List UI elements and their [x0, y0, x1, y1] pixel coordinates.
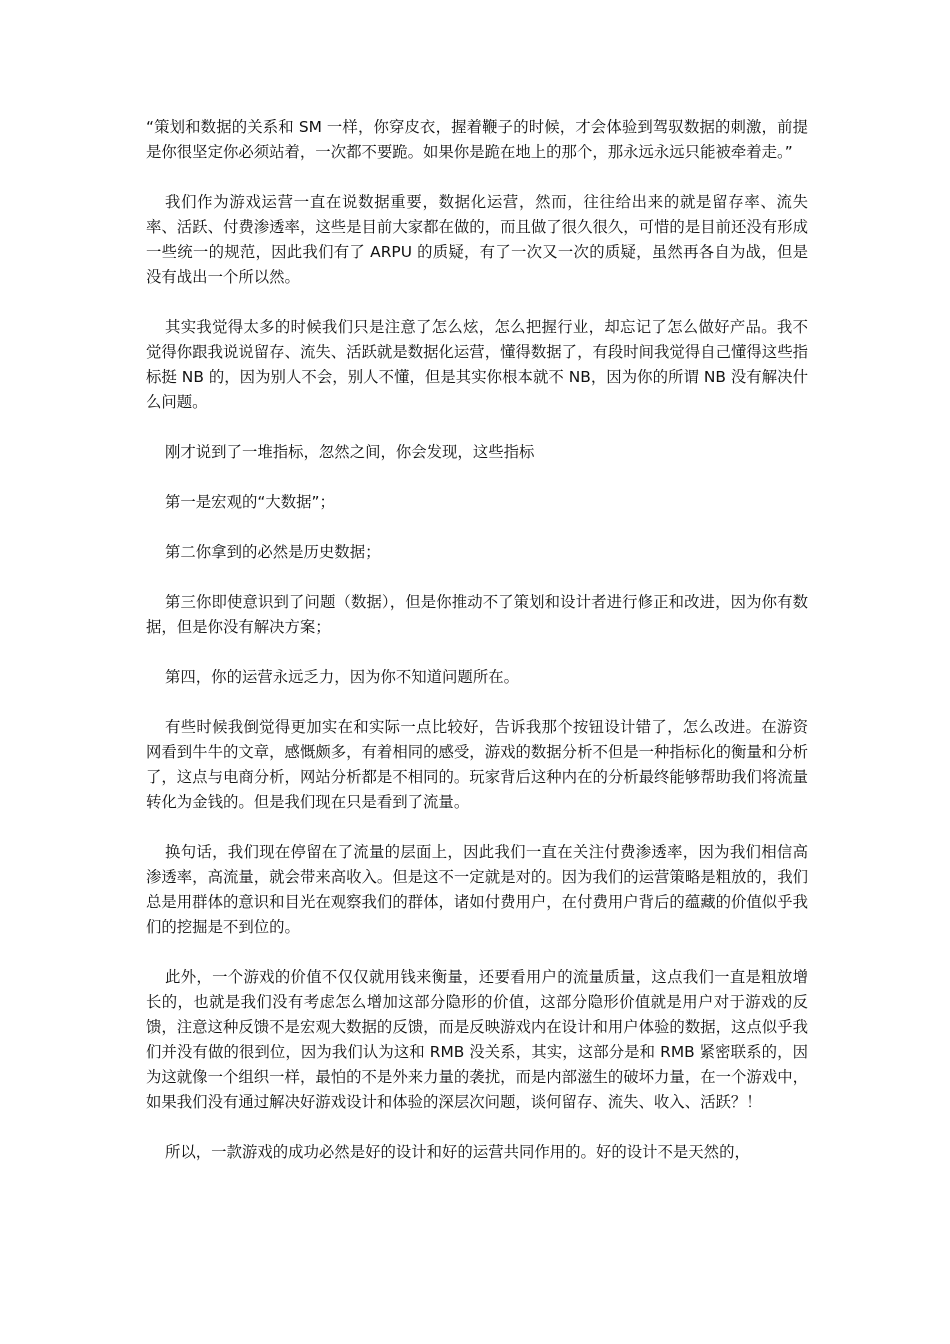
list-point-paragraph: 第四，你的运营永远乏力，因为你不知道问题所在。 — [165, 668, 519, 686]
list-point-paragraph: 第三你即使意识到了问题（数据），但是你推动不了策划和设计者进行修正和改进，因为你有数据，但是你没有解决方案； — [146, 593, 808, 636]
quote-paragraph: “策划和数据的关系和 SM 一样，你穿皮衣，握着鞭子的时候，才会体验到驾驭数据的刺激，前提是你很坚定你必须站着，一次都不要跪。如果你是跪在地上的那个，那永远永远只能被牵着走。” — [146, 118, 808, 161]
list-point-paragraph: 第一是宏观的“大数据”； — [165, 493, 335, 511]
body-paragraph: 换句话，我们现在停留在了流量的层面上，因此我们一直在关注付费渗透率，因为我们相信高渗透率，高流量，就会带来高收入。但是这不一定就是对的。因为我们的运营策略是粗放的，我们总是用群体的意识和目光在观察我们的群体，诸如付费用户，在付费用户背后的蕴藏的价值似乎我们的挖掘是不到位的。 — [146, 843, 808, 936]
body-paragraph: 有些时候我倒觉得更加实在和实际一点比较好，告诉我那个按钮设计错了，怎么改进。在游资网看到牛牛的文章，感慨颇多，有着相同的感受，游戏的数据分析不但是一种指标化的衡量和分析了，这点与电商分析，网站分析都是不相同的。玩家背后这种内在的分析最终能够帮助我们将流量转化为金钱的。但是我们现在只是看到了流量。 — [146, 718, 808, 811]
article-body — [146, 115, 808, 1165]
list-point-paragraph: 第二你拿到的必然是历史数据； — [165, 543, 381, 561]
body-paragraph: 我们作为游戏运营一直在说数据重要，数据化运营，然而，往往给出来的就是留存率、流失率、活跃、付费渗透率，这些是目前大家都在做的，而且做了很久很久，可惜的是目前还没有形成一些统一的规范，因此我们有了 ARPU 的质疑，有了一次又一次的质疑，虽然再各自为战，但是没有战出一个所以然。 — [146, 193, 808, 286]
body-paragraph: 其实我觉得太多的时候我们只是注意了怎么炫，怎么把握行业，却忘记了怎么做好产品。我不觉得你跟我说说留存、流失、活跃就是数据化运营，懂得数据了，有段时间我觉得自己懂得这些指标挺 NB 的，因为别人不会，别人不懂，但是其实你根本就不 NB，因为你的所谓 NB 没有解决什么问题。 — [146, 318, 808, 411]
body-paragraph: 刚才说到了一堆指标，忽然之间，你会发现，这些指标 — [165, 443, 535, 461]
body-paragraph: 此外，一个游戏的价值不仅仅就用钱来衡量，还要看用户的流量质量，这点我们一直是粗放增长的，也就是我们没有考虑怎么增加这部分隐形的价值，这部分隐形价值就是用户对于游戏的反馈，注意这种反馈不是宏观大数据的反馈，而是反映游戏内在设计和用户体验的数据，这点似乎我们并没有做的很到位，因为我们认为这和 RMB 没关系，其实，这部分是和 RMB 紧密联系的，因为这就像一个组织一样，最怕的不是外来力量的袭扰，而是内部滋生的破坏力量，在一个游戏中，如果我们没有通过解决好游戏设计和体验的深层次问题，谈何留存、流失、收入、活跃？！ — [146, 968, 808, 1111]
body-paragraph: 所以，一款游戏的成功必然是好的设计和好的运营共同作用的。好的设计不是天然的， — [165, 1143, 750, 1161]
